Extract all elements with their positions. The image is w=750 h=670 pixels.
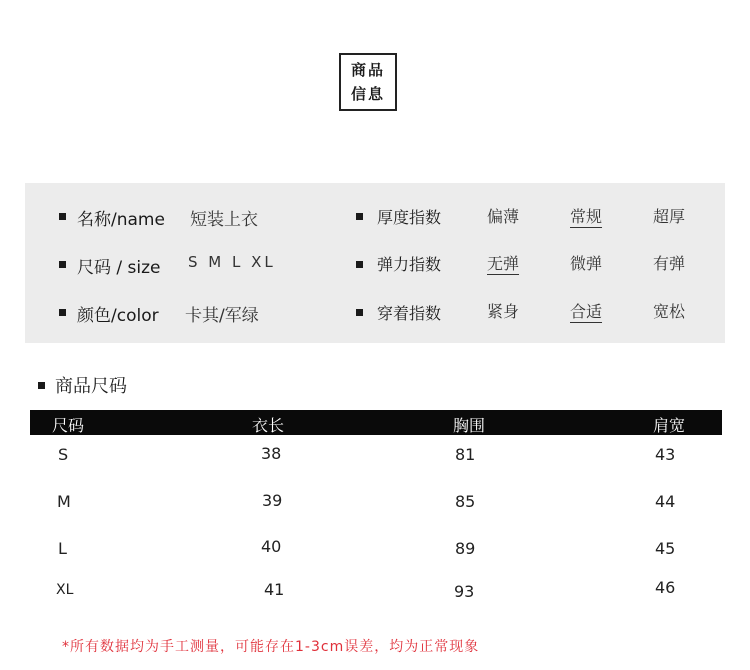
bullet-icon — [59, 261, 66, 268]
cell-chest: 89 — [455, 539, 476, 558]
name-label: 名称/name — [77, 210, 165, 230]
elasticity-option-none: 无弹 — [487, 254, 520, 273]
name-value: 短装上衣 — [190, 210, 258, 230]
bullet-icon — [38, 382, 45, 389]
thickness-label: 厚度指数 — [377, 208, 442, 227]
cell-shoulder: 43 — [655, 445, 676, 464]
header-length: 衣长 — [252, 416, 285, 435]
fit-option-loose: 宽松 — [653, 302, 686, 321]
cell-length: 39 — [262, 491, 283, 510]
measurement-note: *所有数据均为手工测量，可能存在1-3cm误差，均为正常现象 — [62, 639, 480, 655]
cell-shoulder: 45 — [655, 539, 676, 558]
title-line-1: 商品 — [350, 61, 385, 79]
cell-chest: 81 — [455, 445, 476, 464]
size-value: S M L XL — [188, 253, 276, 271]
cell-length: 41 — [264, 580, 285, 599]
elasticity-option-stretch: 有弹 — [653, 254, 686, 273]
header-shoulder: 肩宽 — [653, 416, 686, 435]
fit-label: 穿着指数 — [377, 304, 442, 323]
fit-option-tight: 紧身 — [487, 302, 520, 321]
cell-length: 38 — [261, 444, 282, 463]
header-size: 尺码 — [52, 416, 85, 435]
cell-shoulder: 46 — [655, 578, 676, 597]
elasticity-option-slight: 微弹 — [570, 254, 603, 273]
elasticity-label: 弹力指数 — [377, 255, 442, 274]
thickness-option-thick: 超厚 — [653, 207, 686, 226]
size-section-title — [38, 372, 127, 398]
color-label: 颜色/color — [77, 306, 159, 326]
product-info-title — [339, 53, 397, 111]
color-value: 卡其/军绿 — [185, 306, 259, 326]
cell-size: L — [58, 539, 67, 558]
bullet-icon — [59, 213, 66, 220]
size-table-header — [30, 410, 722, 435]
size-label: 尺码 / size — [77, 258, 161, 278]
bullet-icon — [356, 261, 363, 268]
thickness-option-thin: 偏薄 — [487, 207, 520, 226]
title-line-2: 信息 — [350, 85, 385, 103]
cell-size: XL — [56, 582, 74, 598]
cell-size: M — [57, 492, 71, 511]
bullet-icon — [356, 309, 363, 316]
cell-length: 40 — [261, 537, 282, 556]
size-section-title-text: 商品尺码 — [55, 376, 127, 397]
product-info-panel — [25, 183, 725, 343]
cell-chest: 85 — [455, 492, 476, 511]
header-chest: 胸围 — [453, 416, 486, 435]
cell-shoulder: 44 — [655, 492, 676, 511]
fit-option-fit: 合适 — [570, 302, 603, 321]
thickness-option-regular: 常规 — [570, 207, 603, 226]
cell-size: S — [58, 445, 69, 464]
cell-chest: 93 — [454, 582, 475, 601]
bullet-icon — [356, 213, 363, 220]
bullet-icon — [59, 309, 66, 316]
